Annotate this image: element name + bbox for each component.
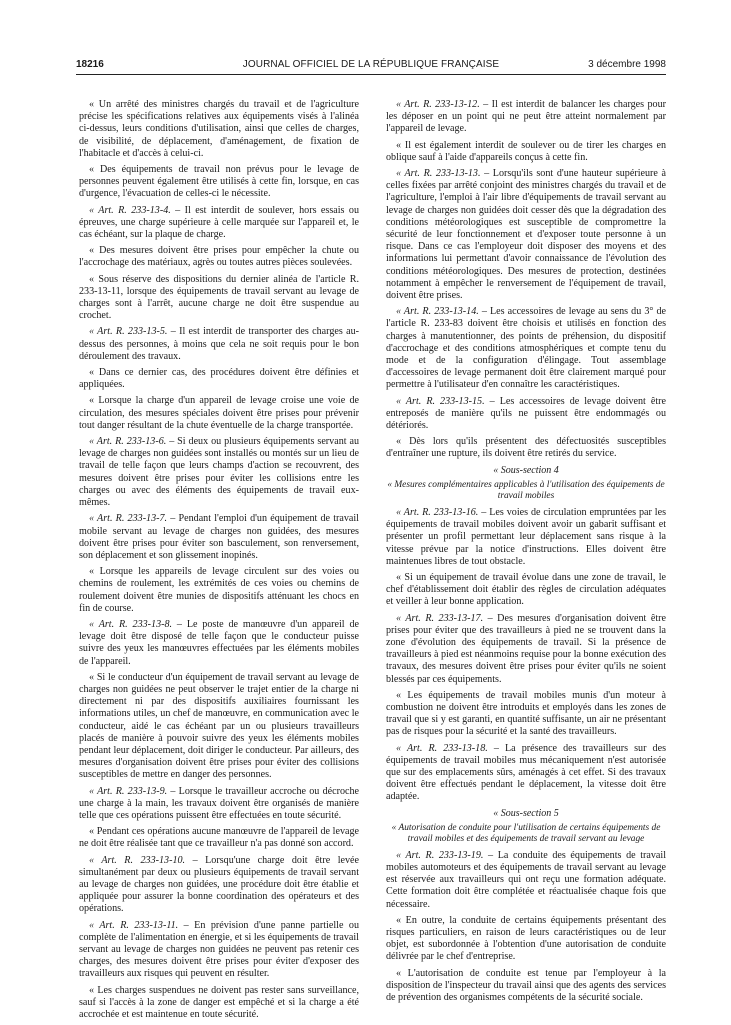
- paragraph: [386, 613, 666, 686]
- article-reference: « Art. R. 233-13-9.: [89, 785, 168, 797]
- page-header: [76, 59, 666, 75]
- paragraph: [386, 306, 666, 391]
- paragraph: [386, 572, 666, 609]
- paragraph-text: – La présence des travailleurs sur des équipements de travail mobiles mus mécaniquement n'est autorisée que sur des emplacements sûrs, aménagés à cet effet. Si des travaux doivent être effectués pendant le déplacement, la vitesse doit être adaptée.: [386, 742, 666, 803]
- paragraph-text: – Il est interdit de balancer les charges pour les déposer en un point qui ne peut être atteint normalement par l'appareil de levage.: [386, 99, 666, 135]
- paragraph: [386, 690, 666, 739]
- right-column-part-c: [386, 850, 666, 1004]
- paragraph: [79, 367, 359, 391]
- article-reference: « Art. R. 233-13-18.: [396, 742, 488, 754]
- article-reference: « Art. R. 233-13-15.: [396, 395, 485, 407]
- subsection-5-description: « Autorisation de conduite pour l'utilisation de certains équipements de travail mobiles et des équipements de travail servant au levage: [391, 822, 661, 844]
- paragraph-text: – Le poste de manœuvre d'un appareil de levage doit être disposé de telle façon que le conducteur puisse suivre des yeux les manœuvres effectuées par les éléments mobiles de l'appareil.: [79, 618, 359, 667]
- paragraph-text: – Il est interdit de soulever, hors essais ou épreuves, une charge supérieure à celle marquée sur l'appareil et, le cas échéant, sur la plaque de charge.: [79, 204, 359, 241]
- paragraph-text: « L'autorisation de conduite est tenue par l'employeur à la disposition de l'inspecteur du travail ainsi que des agents des services de prévention des organismes compétents de la sécurité sociale.: [386, 967, 666, 1003]
- article-reference: « Art. R. 233-13-14.: [396, 306, 479, 318]
- page-number: 18216: [76, 59, 104, 70]
- paragraph-text: « Si un équipement de travail évolue dans une zone de travail, le chef d'établissement doit établir des règles de circulation adéquates et veiller à leur bonne application.: [386, 571, 666, 608]
- paragraph: [79, 395, 359, 432]
- paragraph-text: « Lorsque la charge d'un appareil de levage croise une voie de circulation, des mesures spéciales doivent être prises pour prévenir tout danger résultant de la chute éventuelle de la charge transportée.: [79, 395, 359, 431]
- paragraph: [79, 985, 359, 1022]
- paragraph: [79, 672, 359, 782]
- paragraph-text: – Pendant l'emploi d'un équipement de travail mobile servant au levage de charges non guidées, des mesures doivent être prises pour éviter son basculement, son renversement, son déplacement et son glissement inopinés.: [79, 513, 359, 561]
- paragraph: [79, 855, 359, 916]
- paragraph: [79, 164, 359, 201]
- article-reference: « Art. R. 233-13-8.: [89, 618, 173, 630]
- paragraph: [79, 436, 359, 509]
- right-column: [386, 99, 666, 1008]
- article-reference: « Art. R. 233-13-17.: [396, 612, 484, 624]
- article-reference: « Art. R. 233-13-10.: [89, 854, 186, 866]
- subsection-5-title: « Sous-section 5: [493, 807, 559, 819]
- paragraph: [386, 507, 666, 568]
- subsection-4-description: « Mesures complémentaires applicables à l'utilisation des équipements de travail mobiles: [387, 479, 665, 501]
- paragraph: [79, 205, 359, 242]
- journal-title: JOURNAL OFFICIEL DE LA RÉPUBLIQUE FRANÇAISE: [242, 59, 500, 70]
- article-reference: « Art. R. 233-13-19.: [396, 849, 484, 861]
- paragraph-text: « Dans ce dernier cas, des procédures doivent être définies et appliquées.: [79, 367, 359, 391]
- header-rule: [76, 74, 666, 75]
- paragraph-text: « En outre, la conduite de certains équipements présentant des risques particuliers, en raison de leurs caractéristiques ou de leur objet, est subordonnée à l'obtention d'une autorisation de conduite délivrée par le chef d'entreprise.: [386, 914, 666, 963]
- paragraph-text: – En prévision d'une panne partielle ou complète de l'alimentation en énergie, et si les équipements de travail servant au levage de charges non guidées ne peuvent pas retenir ces charges, des mesures doivent être prises pour éviter d'exposer des travailleurs aux risques qui peuvent en résulter.: [79, 919, 359, 980]
- right-column-part-b: [386, 507, 666, 804]
- paragraph-text: « Les charges suspendues ne doivent pas rester sans surveillance, sauf si l'accès à la zone de danger est empêché et si la charge a été accrochée et est maintenue en toute sécurité.: [79, 984, 359, 1021]
- article-reference: « Art. R. 233-13-16.: [396, 506, 479, 518]
- paragraph: [79, 326, 359, 363]
- paragraph: [79, 826, 359, 850]
- paragraph-text: – Lorsque le travailleur accroche ou décroche une charge à la main, les travaux doivent être organisés de manière telle que ces opérations puissent être effectuées en toute sécurité.: [79, 785, 360, 821]
- article-reference: « Art. R. 233-13-11.: [89, 919, 179, 931]
- paragraph-text: « Pendant ces opérations aucune manœuvre de l'appareil de levage ne doit être réalisée tant que ce travailleur n'a pas donné son accord.: [79, 826, 359, 850]
- article-reference: « Art. R. 233-13-5.: [89, 326, 168, 338]
- paragraph-text: « Sous réserve des dispositions du dernier alinéa de l'article R. 233-13-11, lorsque des équipements de travail servant au levage de charges sont à l'arrêt, aucune charge ne doit être suspendue au crochet.: [79, 273, 359, 322]
- paragraph-text: « Si le conducteur d'un équipement de travail servant au levage de charges non guidées ne peut observer le trajet entier de la charge ni directement ni par des dispositifs auxiliaires fournissant les informations utiles, un chef de manœuvre, en communication avec le conducteur, aidé le cas échéant par un ou plusieurs travailleurs placés de manière à pouvoir suivre des yeux les éléments mobiles pendant leur déplacement, doit diriger le conducteur. Par ailleurs, des mesures d'organisation doivent être prises pour éviter des collisions susceptibles de mettre en danger des personnes.: [79, 671, 359, 781]
- issue-date: 3 décembre 1998: [588, 59, 666, 70]
- paragraph-text: « Il est également interdit de soulever ou de tirer les charges en oblique sauf à l'aide d'appareils conçus à cette fin.: [386, 139, 666, 163]
- paragraph: [79, 245, 359, 269]
- paragraph: [386, 99, 666, 136]
- paragraph-text: – Des mesures d'organisation doivent être prises pour éviter que des travailleurs à pied ne se trouvent dans la zone d'évolution des équipements de travail. Si la présence de travailleurs à pied est néanmoins requise pour la bonne exécution des travaux, des mesures doivent être prises pour éviter qu'ils ne soient blessés par ces équipements.: [386, 612, 666, 685]
- article-reference: « Art. R. 233-13-13.: [396, 168, 481, 180]
- paragraph: [79, 274, 359, 323]
- paragraph-text: – Il est interdit de transporter des charges au-dessus des personnes, à moins que cela ne soit requis pour le bon déroulement des travaux.: [79, 326, 359, 362]
- paragraph: [386, 168, 666, 302]
- paragraph: [386, 915, 666, 964]
- subsection-4-title: « Sous-section 4: [493, 464, 559, 476]
- paragraph: [386, 743, 666, 804]
- paragraph-text: « Des équipements de travail non prévus pour le levage de personnes peuvent également être utilisés à cette fin, lorsque, en cas d'urgence, l'évacuation de celles-ci le nécessite.: [79, 164, 359, 200]
- article-reference: « Art. R. 233-13-7.: [89, 513, 168, 525]
- paragraph: [386, 850, 666, 911]
- paragraph: [79, 99, 359, 160]
- paragraph: [386, 140, 666, 164]
- article-reference: « Art. R. 233-13-6.: [89, 436, 167, 448]
- paragraph-text: « Lorsque les appareils de levage circulent sur des voies ou chemins de roulement, les extrémités de ces voies ou chemins de roulement doivent être munies de dispositifs atténuant les chocs en fin de course.: [79, 566, 359, 614]
- paragraph: [79, 566, 359, 615]
- paragraph: [386, 436, 666, 460]
- paragraph-text: – La conduite des équipements de travail mobiles automoteurs et des équipements de travail servant au levage est réservée aux travailleurs qui ont reçu une formation adéquate. Cette formation doit être complétée et réactualisée chaque fois que nécessaire.: [386, 849, 666, 910]
- paragraph: [386, 396, 666, 433]
- paragraph-text: « Des mesures doivent être prises pour empêcher la chute ou l'accrochage des matériaux, agrès ou toutes autres pièces soulevées.: [79, 245, 359, 269]
- paragraph: [79, 920, 359, 981]
- paragraph-text: « Les équipements de travail mobiles munis d'un moteur à combustion ne doivent être introduits et employés dans les zones de travail que si y est garanti, en quantité suffisante, un air ne présentant pas de risques pour la sécurité et la santé des travailleurs.: [386, 689, 666, 738]
- right-column-part-a: [386, 99, 666, 461]
- paragraph-text: – Lorsqu'une charge doit être levée simultanément par deux ou plusieurs équipements de travail servant au levage de charges non guidées, une procédure doit être établie et appliquée pour assurer la bonne coordination des opérateurs et des opérations.: [79, 854, 359, 915]
- paragraph: [79, 513, 359, 562]
- paragraph-text: – Les accessoires de levage doivent être entreposés de manière qu'ils ne puissent être endommagés ou détériorés.: [386, 395, 667, 432]
- paragraph: [79, 619, 359, 668]
- article-reference: « Art. R. 233-13-12.: [396, 99, 480, 110]
- left-column: [79, 99, 359, 1025]
- paragraph-text: – Si deux ou plusieurs équipements servant au levage de charges non guidées sont installés ou montés sur un lieu de travail de telle façon que leurs champs d'action se recouvrent, des mesures doivent être prises pour éviter les collisions entre les charges ou avec des éléments des équipements de travail eux-mêmes.: [79, 436, 359, 509]
- paragraph: [386, 968, 666, 1005]
- paragraph-text: « Un arrêté des ministres chargés du travail et de l'agriculture précise les spécifications relatives aux équipements visés à l'alinéa ci-dessus, leurs conditions d'utilisation, ainsi que celles de charges, de visibilité, de déplacement, d'aménagement, de fixation de l'habitacle et d'accès à celui-ci.: [79, 99, 359, 159]
- paragraph-text: – Les voies de circulation empruntées par les équipements de travail mobiles doivent avoir un gabarit suffisant et présenter un profil permettant leur déplacement sans risque à la vitesse prévue par la notice d'instructions. Elles doivent être maintenues libres de tout obstacle.: [386, 506, 666, 567]
- paragraph-text: – Lorsqu'ils sont d'une hauteur supérieure à celles fixées par arrêté conjoint des ministres chargés du travail et de l'agriculture, l'emploi à l'air libre d'équipements de travail servant au levage de charges non guidées doit cesser dès que la dégradation des conditions météorologiques est susceptible de compromettre la sécurité de leur fonctionnement et d'exposer toute personne à un risque. Dans ce cas l'employeur doit disposer des moyens et des informations lui permettant d'avoir connaissance de l'évolution des conditions météorologiques. Des mesures de protection, destinées notamment à empêcher le renversement de l'équipement de travail, doivent être prises.: [386, 168, 666, 302]
- paragraph: [79, 786, 359, 823]
- paragraph-text: « Dès lors qu'ils présentent des défectuosités susceptibles d'entraîner une rupture, ils doivent être retirés du service.: [386, 436, 666, 460]
- article-reference: « Art. R. 233-13-4.: [89, 204, 171, 216]
- paragraph-text: – Les accessoires de levage au sens du 3° de l'article R. 233-83 doivent être choisis et utilisés en fonction des charges à manutentionner, des points de préhension, du dispositif d'accrochage et des conditions atmosphériques et compte tenu du mode et de la configuration d'élingage. Tout assemblage d'accessoires de levage permanent doit être clairement marqué pour permettre à l'utilisateur d'en connaître les caractéristiques.: [386, 306, 667, 391]
